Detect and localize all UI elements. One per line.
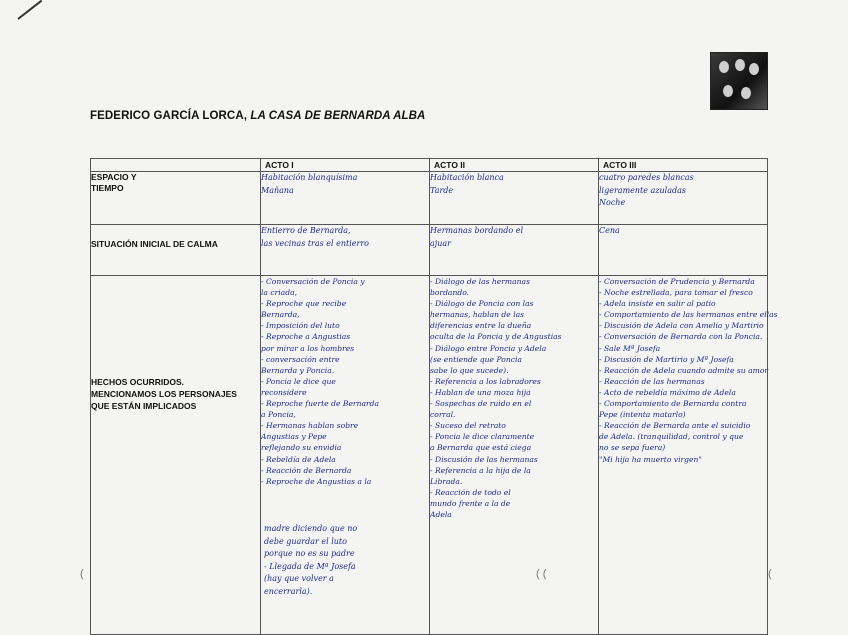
handwritten-line: Entierro de Bernarda, [261,226,351,235]
handwritten-line: reflejando su envidia [261,443,342,453]
handwritten-line: Mañana [261,185,294,195]
handwritten-line: - Comportamiento de las hermanas entre ellas [599,310,778,320]
row-label-situacion-inicial [91,225,261,276]
handwritten-line: - Conversación de Poncia y [261,277,365,286]
handwritten-line: - Rebeldía de Adela [261,454,336,464]
handwritten-line: - conversación entre [261,354,340,364]
binder-hole-mark: ( [768,568,772,580]
title-work: LA CASA DE BERNARDA ALBA [250,110,426,122]
handwritten-line: - Reproche de Angustias a la [261,476,372,486]
handwritten-line: (hay que volver a [264,574,334,584]
handwritten-line: encerrarla). [264,586,313,596]
handwritten-cell [599,172,768,225]
handwritten-line: ligeramente azuladas [599,185,686,195]
handwritten-line: - Sale Mª Josefa [599,343,661,353]
handwritten-line: las vecinas tras el entierro [261,238,369,248]
row-label-line: ESPACIO Y [91,172,137,182]
handwritten-line: hermanas, hablan de las [430,310,525,320]
handwritten-cell-acto2 [430,276,599,635]
handwritten-line: - Suceso del retrato [430,421,506,431]
handwritten-line: madre diciendo que no [264,524,358,533]
handwritten-line: - Comportamiento de Bernarda contra [599,399,747,409]
handwritten-line: - Reproche que recibe [261,299,347,309]
row-label-line: SITUACIÓN INICIAL DE CALMA [91,239,218,249]
handwritten-line: debe guardar el luto [264,536,347,546]
row-label-line: HECHOS OCURRIDOS. [91,377,185,387]
binder-hole-mark: ( [80,568,84,580]
handwritten-line: - Referencia a los labradores [430,376,541,386]
column-header: ACTO III [599,159,768,172]
row-label-line: TIEMPO [91,183,124,193]
handwritten-line: cuatro paredes blancas [599,173,694,182]
handwritten-line: - Referencia a la hija de la [430,465,531,475]
column-header: ACTO II [430,159,599,172]
handwritten-line: - Llegada de Mª Josefa [264,561,356,571]
handwritten-line: - Acto de rebeldía máximo de Adela [599,387,736,397]
handwritten-line: a Bernarda que está ciega [430,443,532,453]
handwritten-line: - Discusión de Adela con Amelia y Martirio [599,321,764,331]
handwritten-line: - Discusión de las hermanas [430,454,538,464]
handwritten-line: "Mi hija ha muerto virgen" [599,454,702,464]
handwritten-line: - Diálogo de Poncia con las [430,299,534,309]
handwritten-line: ajuar [430,238,451,248]
handwritten-line: Habitación blanquísima [261,173,358,182]
handwritten-cell [261,172,430,225]
handwritten-cell [261,225,430,276]
handwritten-line: la criada, [261,288,298,298]
handwritten-line: - Poncia le dice que [261,376,336,386]
binder-hole-mark: ( ( [536,568,547,580]
document-title [90,110,425,122]
handwritten-line: - Hermanas hablan sobre [261,421,359,431]
handwritten-line: Noche [599,198,626,208]
handwritten-line: - Diálogo de las hermanas [430,277,530,286]
handwritten-line: - Reproche fuerte de Bernarda [261,399,379,409]
handwritten-line: Cena [599,226,620,235]
handwritten-line: corral. [430,410,456,420]
handwritten-cell-acto3 [599,276,778,635]
handwritten-line: - Discusión de Martirio y Mª Josefa [599,354,734,364]
handwritten-line: - Reacción de Bernarda [261,465,352,475]
handwritten-line: Habitación blanca [430,173,504,182]
handwritten-line: bordando. [430,288,470,298]
header-empty-cell [91,159,261,172]
handwritten-line: - Sospechas de ruido en el [430,399,532,409]
handwritten-line: - Reacción de Bernarda ante el suicidio [599,421,751,431]
pen-stroke-mark [17,0,42,20]
handwritten-line: no se sepa fuera) [599,443,666,453]
column-header: ACTO I [261,159,430,172]
handwritten-line: - Conversación de Bernarda con la Poncia. [599,332,763,342]
handwritten-line: diferencias entre la dueña [430,321,532,331]
handwritten-line: Adela [430,509,452,519]
handwritten-line: - Reproche a Angustias [261,332,351,342]
handwritten-line: (se entiende que Poncia [430,354,522,364]
handwritten-line: - Hablan de una moza hija [430,387,531,397]
row-label-espacio-tiempo [91,172,261,225]
table-row [91,225,768,276]
row-label-line: MENCIONAMOS LOS PERSONAJES [91,389,237,399]
handwritten-line: porque no es su padre [264,549,355,559]
handwritten-line: de Adela. (tranquilidad, control y que [599,432,744,442]
handwritten-line: reconsidere [261,387,307,397]
handwritten-line: sabe lo que sucede). [430,365,509,375]
title-author: FEDERICO GARCÍA LORCA, [90,110,248,122]
handwritten-line: por mirar a los hombres [261,343,355,353]
handwritten-line: - Reacción de Adela cuando admite su amor [599,365,769,375]
handwritten-cell [430,225,599,276]
handwritten-line: Hermanas bordando el [430,226,524,235]
handwritten-line: Librada. [430,476,463,486]
handwritten-line: - Reacción de todo el [430,487,511,497]
handwritten-line: mundo frente a la de [430,498,511,508]
handwritten-line: Bernarda, [261,310,300,320]
handwritten-line: - Noche estrellada, para tomar el fresco [599,288,753,298]
handwritten-line: - Diálogo entre Poncia y Adela [430,343,547,353]
handwritten-line: Tarde [430,185,454,195]
handwritten-line: - Reacción de las hermanas [599,376,705,386]
row-label-line: QUE ESTÁN IMPLICADOS [91,401,197,411]
handwritten-line: Pepe (intenta matarlo) [599,410,686,420]
handwritten-line: a Poncia, [261,410,296,420]
handwritten-cell [599,225,768,276]
handwritten-cell [430,172,599,225]
table-row [91,172,768,225]
author-photo [710,52,768,110]
handwritten-overflow-notes [264,523,434,599]
table-header-row [91,159,768,172]
handwritten-line: - Conversación de Prudencia y Bernarda [599,277,755,286]
row-label-hechos [91,276,261,635]
handwritten-line: - Imposición del luto [261,321,340,331]
handwritten-line: - Poncia le dice claramente [430,432,535,442]
handwritten-line: Angustias y Pepe [261,432,327,442]
handwritten-line: - Adela insiste en salir al patio [599,299,716,309]
handwritten-line: oculta de la Poncia y de Angustias [430,332,562,342]
handwritten-line: Bernarda y Poncia. [261,365,335,375]
